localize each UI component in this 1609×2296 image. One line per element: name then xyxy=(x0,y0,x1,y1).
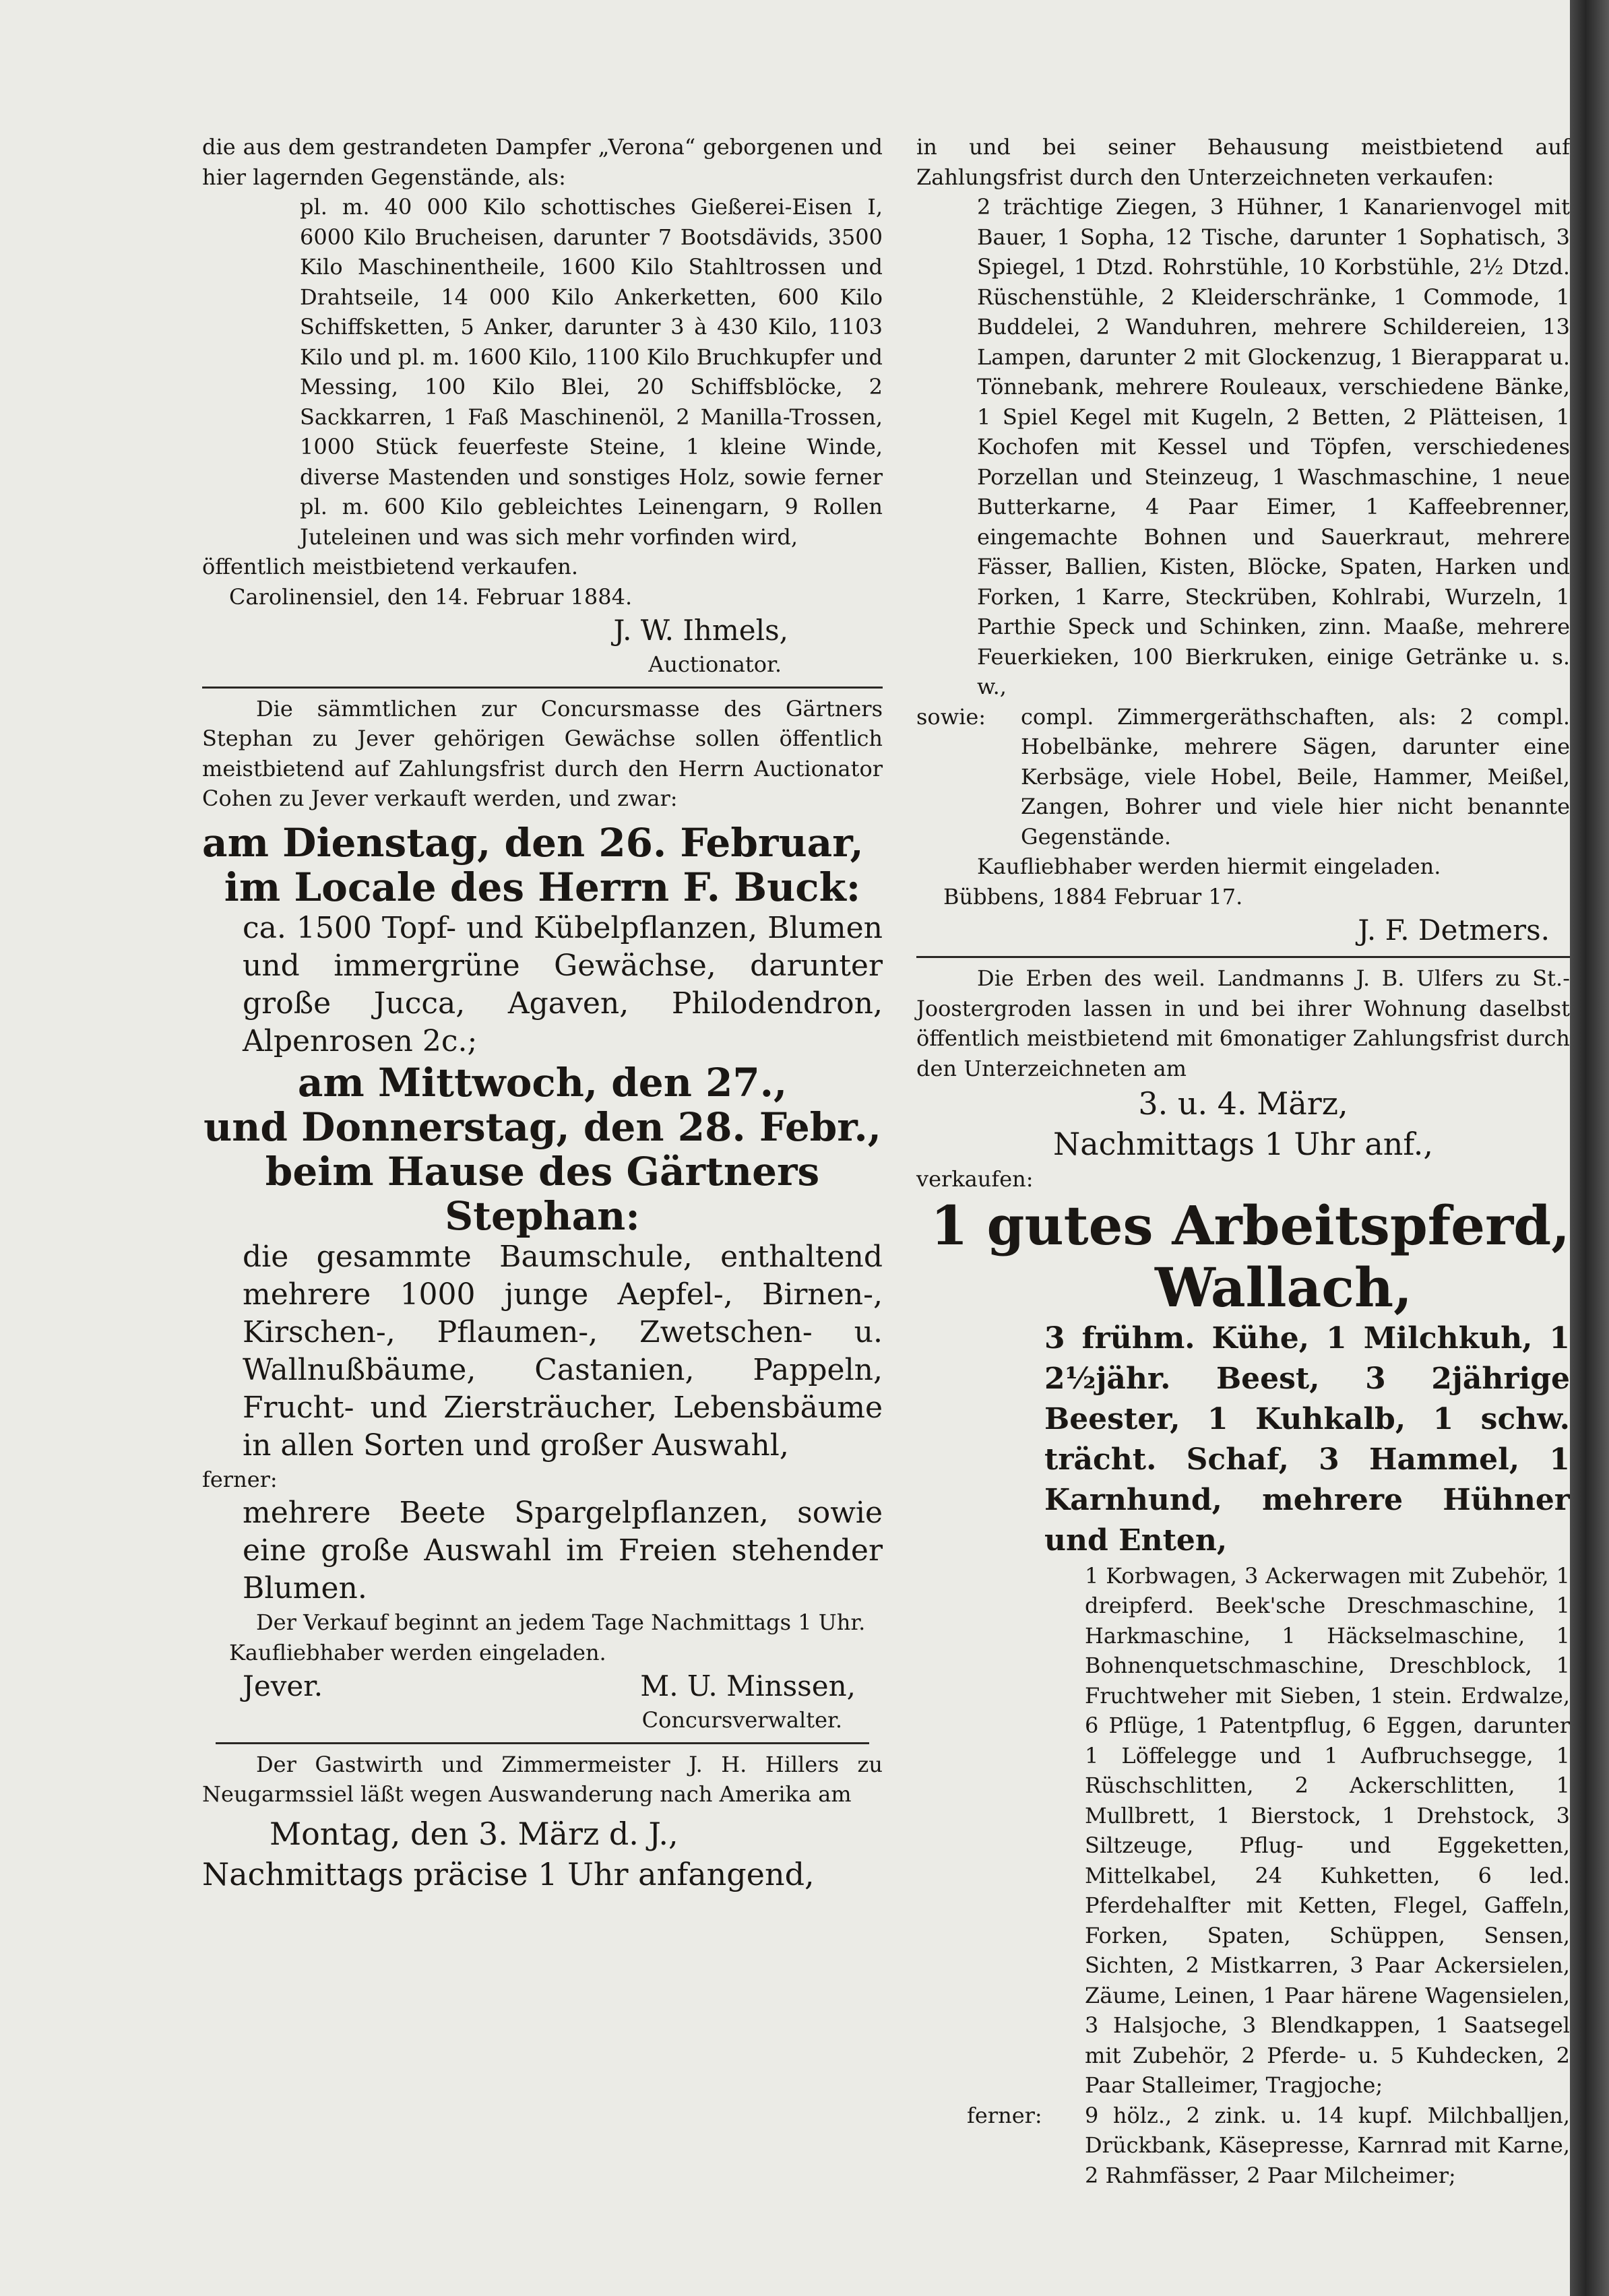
ulfers-horse-line2: Wallach, xyxy=(1154,1255,1413,1319)
verona-items: pl. m. 40 000 Kilo schottisches Gießerei-Eisen I, 6000 Kilo Brucheisen, darunter 7 Bootsdävids, 3500 Kilo Maschinentheile, 1600 Kilo Stahltrossen und Drahtseile, 14 000 Kilo Ankerketten, 600 Kilo Schiffsketten, 5 Anker, darunter 3 à 430 Kilo, 1103 Kilo und pl. m. 1600 Kilo, 1100 Kilo Bruchkupfer und Messing, 100 Kilo Blei, 20 Schiffsblöcke, 2 Sackkarren, 1 Faß Maschinenöl, 2 Manilla-Trossen, 1000 Stück feuerfeste Steine, 1 kleine Winde, diverse Mastenden und sonstiges Holz, sowie ferner pl. m. 600 Kilo gebleichtes Leinengarn, 9 Rollen Juteleinen und was sich mehr vorfinden wird, xyxy=(300,194,883,550)
stephan-goods2: die gesammte Baumschule, enthaltend mehrere 1000 junge Aepfel-, Birnen-, Kirschen-, Pflaumen-, Zwetschen- u. Wallnußbäume, Castanien, Pappeln, Frucht- und Ziersträucher, Lebensbäume in allen Sorten und großer Auswahl, xyxy=(243,1239,883,1463)
column-divider xyxy=(216,1742,869,1744)
hillers-cont-invite: Kaufliebhaber werden hiermit eingeladen. xyxy=(977,854,1441,879)
ulfers-date: 3. u. 4. März, xyxy=(1138,1085,1348,1122)
column-divider xyxy=(202,687,883,689)
ulfers-ferner-label: ferner: xyxy=(967,2102,1042,2128)
stephan-intro: Die sämmtlichen zur Concursmasse des Gärtners Stephan zu Jever gehörigen Gewächse sollen öffentlich meistbietend auf Zahlungsfrist durch den Herrn Auctionator Cohen zu Jever verkauft werden, und zwar: xyxy=(202,695,883,811)
ad-verona-auction xyxy=(202,132,883,680)
hillers-cont-signature: J. F. Detmers. xyxy=(1358,914,1550,947)
stephan-location2: beim Hause des Gärtners xyxy=(265,1148,820,1194)
ulfers-tools: 1 Korbwagen, 3 Ackerwagen mit Zubehör, 1 dreipferd. Beek'sche Dreschmaschine, 1 Harkmaschine, 1 Häckselmaschine, 1 Bohnenquetschmaschine, Dreschblock, 1 Fruchtweher mit Sieben, 1 stein. Erdwalze, 6 Pflüge, 1 Patentpflug, 6 Eggen, darunter 1 Löffelegge und 1 Aufbruchsegge, 1 Rüschschlitten, 2 Ackerschlitten, 1 Mullbrett, 1 Bierstock, 1 Drehstock, 3 Siltzeuge, Pflug- und Eggeketten, Mittelkabel, 24 Kuhketten, 6 led. Pferdehalfter mit Ketten, Flegel, Gaffeln, Forken, Spaten, Schüppen, Sensen, Sichten, 2 Mistkarren, 3 Paar Ackersielen, Zäume, Leinen, 1 Paar härene Wagensielen, 3 Halsjoche, 3 Blendkappen, 1 Saatsegel mit Zubehör, 2 Pferde- u. 5 Kuhdecken, 2 Paar Stalleimer, Tragjoche; xyxy=(1085,1562,1570,2098)
verona-role: Auctionator. xyxy=(648,651,782,677)
hillers-cont-place-date: Bübbens, 1884 Februar 17. xyxy=(943,883,1243,910)
stephan-signature-row xyxy=(202,1667,883,1705)
stephan-role: Concursverwalter. xyxy=(641,1707,842,1733)
right-column xyxy=(916,132,1570,2190)
ulfers-ferner-row xyxy=(916,2101,1570,2191)
hillers-time: Nachmittags präcise 1 Uhr anfangend, xyxy=(202,1855,815,1892)
ulfers-horse-line1: 1 gutes Arbeitspferd, xyxy=(930,1193,1570,1257)
ulfers-cattle: 3 frühm. Kühe, 1 Milchkuh, 1 2½jähr. Beest, 3 2jährige Beester, 1 Kuhkalb, 1 schw. trächt. Schaf, 3 Hammel, 1 Karnhund, mehrere Hühner und Enten, xyxy=(1044,1320,1570,1558)
ulfers-time: Nachmittags 1 Uhr anf., xyxy=(1052,1126,1434,1162)
verona-signature: J. W. Ihmels, xyxy=(613,614,788,647)
stephan-note: Der Verkauf beginnt an jedem Tage Nachmittags 1 Uhr. xyxy=(256,1609,866,1635)
stephan-day3: und Donnerstag, den 28. Febr., xyxy=(203,1104,881,1150)
verona-closing: öffentlich meistbietend verkaufen. xyxy=(202,554,579,579)
ulfers-intro: Die Erben des weil. Landmanns J. B. Ulfers zu St.-Joostergroden lassen in und bei ihrer Wohnung daselbst öffentlich meistbietend mit 6monatiger Zahlungsfrist durch den Unterzeichneten am xyxy=(916,965,1570,1081)
stephan-day1: am Dienstag, den 26. Februar, xyxy=(202,819,864,866)
ulfers-verkaufen: verkaufen: xyxy=(916,1166,1034,1192)
stephan-signature: M. U. Minssen, xyxy=(640,1669,856,1702)
hillers-cont-intro: in und bei seiner Behausung meistbietend auf Zahlungsfrist durch den Unterzeichneten verkaufen: xyxy=(916,134,1570,190)
hillers-sowie-row xyxy=(916,702,1570,852)
stephan-goods3: mehrere Beete Spargelpflanzen, sowie eine große Auswahl im Freien stehender Blumen. xyxy=(243,1496,883,1605)
stephan-invite: Kaufliebhaber werden eingeladen. xyxy=(229,1639,606,1665)
stephan-day2: am Mittwoch, den 27., xyxy=(297,1059,788,1106)
stephan-goods1: ca. 1500 Topf- und Kübelpflanzen, Blumen und immergrüne Gewächse, darunter große Jucca, Agaven, Philodendron, Alpenrosen 2c.; xyxy=(243,910,883,1058)
hillers-sowie-label: sowie: xyxy=(916,703,986,730)
left-column xyxy=(202,132,883,1894)
hillers-cont-items: 2 trächtige Ziegen, 3 Hühner, 1 Kanarienvogel mit Bauer, 1 Sopha, 12 Tische, darunter 1 Sophatisch, 3 Spiegel, 1 Dtzd. Rohrstühle, 10 Korbstühle, 2½ Dtzd. Rüschenstühle, 2 Kleiderschränke, 1 Commode, 1 Buddelei, 2 Wanduhren, mehrere Schildereien, 13 Lampen, darunter 2 mit Glockenzug, 1 Bierapparat u. Tönnebank, mehrere Rouleaux, verschiedene Bänke, 1 Spiel Kegel mit Kugeln, 2 Betten, 2 Plätteisen, 1 Kochofen mit Kessel und Töpfen, verschiedenes Porzellan und Steinzeug, 1 Waschmaschine, 1 neue Butterkarne, 4 Paar Eimer, 1 Kaffeebrenner, eingemachte Bohnen und Sauerkraut, mehrere Fässer, Ballien, Kisten, Blöcke, Spaten, Harken und Forken, 1 Karre, Steckrüben, Kohlrabi, Wurzeln, 1 Parthie Speck und Schinken, zinn. Maaße, mehrere Feuerkieken, 100 Bierkruken, einige Getränke u. s. w., xyxy=(977,194,1570,699)
column-divider xyxy=(916,956,1570,958)
page-edge-shadow xyxy=(1570,0,1609,2296)
ad-stephan-concurs xyxy=(202,694,883,1735)
stephan-location1: im Locale des Herrn F. Buck: xyxy=(224,864,861,910)
ad-ulfers-auction xyxy=(916,963,1570,2190)
hillers-sowie-items: compl. Zimmergeräthschaften, als: 2 compl. Hobelbänke, mehrere Sägen, darunter eine Kerbsäge, viele Hobel, Beile, Hammer, Meißel, Zangen, Bohrer und viele hier nicht benannte Gegenstände. xyxy=(1021,703,1570,850)
hillers-intro: Der Gastwirth und Zimmermeister J. H. Hillers zu Neugarmssiel läßt wegen Auswanderung nach Amerika am xyxy=(202,1751,883,1807)
ulfers-ferner-items: 9 hölz., 2 zink. u. 14 kupf. Milchballjen, Drückbank, Käsepresse, Karnrad mit Karne, 2 Rahmfässer, 2 Paar Milcheimer; xyxy=(1085,2102,1570,2188)
stephan-place: Jever. xyxy=(243,1669,323,1702)
stephan-location2-name: Stephan: xyxy=(445,1192,640,1239)
hillers-date: Montag, den 3. März d. J., xyxy=(270,1815,679,1852)
ad-hillers-continued xyxy=(916,132,1570,949)
verona-intro: die aus dem gestrandeten Dampfer „Verona“ geborgenen und hier lagernden Gegenstände, als: xyxy=(202,134,883,190)
stephan-ferner-label: ferner: xyxy=(202,1466,278,1492)
verona-place-date: Carolinensiel, den 14. Februar 1884. xyxy=(229,583,633,610)
ad-hillers-auction xyxy=(202,1750,883,1894)
